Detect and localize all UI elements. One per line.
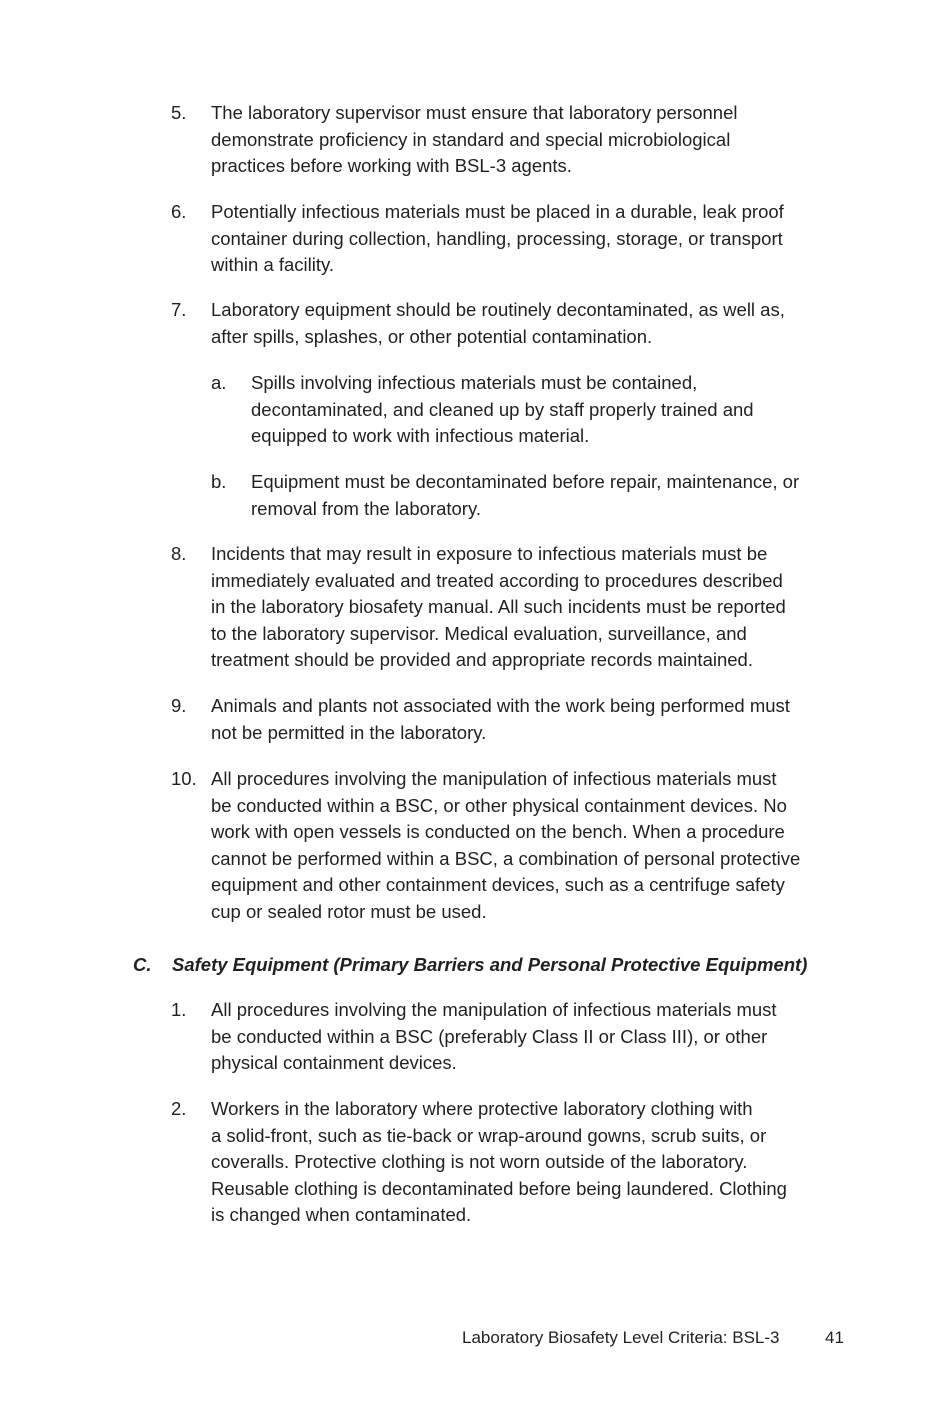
- sub-item-text: [251, 469, 851, 522]
- text-line: Spills involving infectious materials must be contained,: [251, 372, 698, 393]
- text-line: The laboratory supervisor must ensure that laboratory personnel: [211, 102, 738, 123]
- text-line: in the laboratory biosafety manual. All such incidents must be reported: [211, 596, 786, 618]
- text-line: cup or sealed rotor must be used.: [211, 900, 487, 922]
- text-line: be conducted within a BSC (preferably Class II or Class III), or other: [211, 1025, 768, 1047]
- text-line: be conducted within a BSC, or other physical containment devices. No: [211, 794, 787, 816]
- page-footer: [462, 1325, 844, 1352]
- item-number: 1.: [171, 999, 187, 1020]
- text-line: coveralls. Protective clothing is not worn outside of the laboratory.: [211, 1151, 748, 1173]
- text-line: Incidents that may result in exposure to infectious materials must be: [211, 543, 768, 564]
- text-line: within a facility.: [211, 254, 335, 276]
- item-number: 7.: [171, 299, 187, 320]
- item-text: [211, 541, 851, 674]
- text-line: equipped to work with infectious material.: [251, 425, 590, 447]
- text-line: work with open vessels is conducted on the bench. When a procedure: [211, 821, 785, 843]
- sub-item-letter: b.: [211, 471, 227, 492]
- text-line: after spills, splashes, or other potential contamination.: [211, 325, 653, 347]
- item-text: [211, 100, 851, 180]
- item-number: 9.: [171, 695, 187, 716]
- text-line: to the laboratory supervisor. Medical evaluation, surveillance, and: [211, 622, 747, 644]
- text-line: a solid-front, such as tie-back or wrap-around gowns, scrub suits, or: [211, 1124, 767, 1146]
- item-text: [211, 297, 851, 350]
- text-line: Equipment must be decontaminated before repair, maintenance, or: [251, 471, 800, 492]
- sub-item-letter: a.: [211, 372, 227, 393]
- text-line: removal from the laboratory.: [251, 497, 481, 519]
- section-title: Safety Equipment (Primary Barriers and Personal Protective Equipment): [172, 954, 808, 975]
- item-number: 2.: [171, 1098, 187, 1119]
- text-line: Animals and plants not associated with the work being performed must: [211, 695, 790, 716]
- text-line: demonstrate proficiency in standard and special microbiological: [211, 128, 731, 150]
- text-line: physical containment devices.: [211, 1052, 457, 1074]
- footer-title: Laboratory Biosafety Level Criteria: BSL-3: [462, 1328, 780, 1347]
- text-line: not be permitted in the laboratory.: [211, 721, 487, 743]
- page-number: 41: [825, 1328, 844, 1347]
- text-line: is changed when contaminated.: [211, 1204, 472, 1226]
- item-text: [211, 997, 851, 1077]
- text-line: Workers in the laboratory where protective laboratory clothing with: [211, 1098, 753, 1119]
- item-number: 5.: [171, 102, 187, 123]
- text-line: Potentially infectious materials must be placed in a durable, leak proof: [211, 201, 784, 222]
- section-letter: C.: [133, 954, 152, 975]
- text-line: container during collection, handling, processing, storage, or transport: [211, 227, 783, 249]
- text-line: Laboratory equipment should be routinely decontaminated, as well as,: [211, 299, 785, 320]
- text-line: treatment should be provided and appropriate records maintained.: [211, 649, 753, 671]
- text-line: Reusable clothing is decontaminated before being laundered. Clothing: [211, 1177, 787, 1199]
- item-text: [211, 1096, 851, 1229]
- text-line: cannot be performed within a BSC, a combination of personal protective: [211, 847, 801, 869]
- item-number: 8.: [171, 543, 187, 564]
- text-line: immediately evaluated and treated according to procedures described: [211, 569, 783, 591]
- item-text: [211, 199, 851, 279]
- item-number: 10.: [171, 768, 197, 789]
- text-line: practices before working with BSL-3 agents.: [211, 155, 572, 177]
- item-text: [211, 693, 851, 746]
- sub-item-text: [251, 370, 851, 450]
- item-text: [211, 766, 851, 926]
- text-line: All procedures involving the manipulation of infectious materials must: [211, 768, 777, 789]
- text-line: All procedures involving the manipulation of infectious materials must: [211, 999, 777, 1020]
- item-number: 6.: [171, 201, 187, 222]
- text-line: equipment and other containment devices, such as a centrifuge safety: [211, 874, 785, 896]
- text-line: decontaminated, and cleaned up by staff properly trained and: [251, 398, 754, 420]
